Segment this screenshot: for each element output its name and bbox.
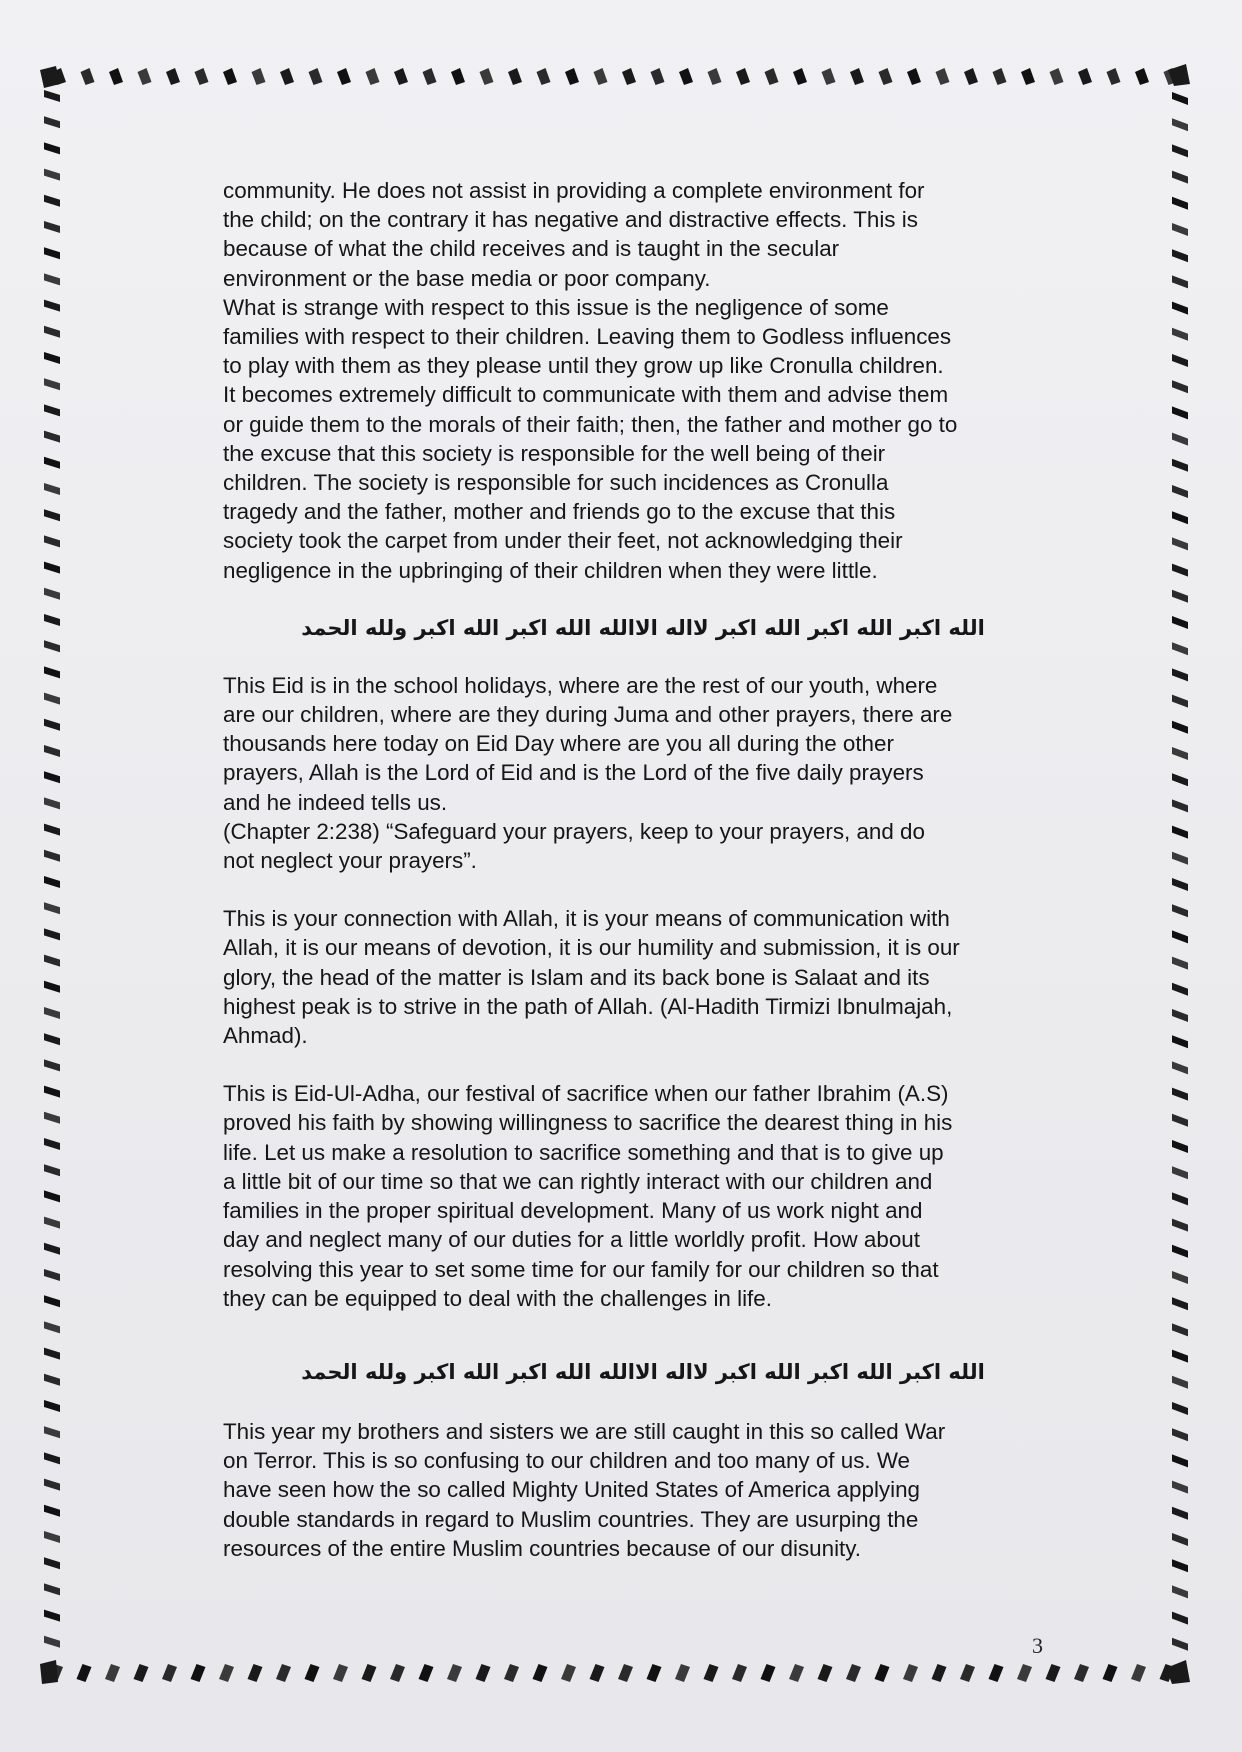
border-tick xyxy=(565,68,579,85)
border-tick xyxy=(1172,406,1188,419)
border-tick xyxy=(1131,1664,1146,1682)
border-tick xyxy=(276,1664,291,1682)
border-tick xyxy=(1172,1192,1188,1205)
border-tick xyxy=(1050,68,1064,85)
border-tick xyxy=(44,1531,60,1543)
takbir-line-2: الله اكبر الله اكبر الله اكبر لااله الاالله الله اكبر الله اكبر ولله الحمد xyxy=(301,1359,985,1384)
border-tick xyxy=(44,509,60,521)
border-tick xyxy=(1172,302,1188,315)
border-tick xyxy=(44,483,60,495)
border-tick xyxy=(1172,983,1188,996)
border-tick xyxy=(675,1664,690,1682)
border-tick xyxy=(1172,275,1188,288)
border-tick xyxy=(508,68,522,85)
border-tick xyxy=(850,68,864,85)
border-tick xyxy=(618,1664,633,1682)
border-tick xyxy=(44,169,60,181)
border-tick xyxy=(451,68,465,85)
border-tick xyxy=(1172,380,1188,393)
border-tick xyxy=(44,1217,60,1229)
border-tick xyxy=(44,535,60,547)
border-tick xyxy=(195,68,209,85)
border-tick xyxy=(903,1664,918,1682)
border-tick xyxy=(423,68,437,85)
border-tick xyxy=(44,1007,60,1019)
border-tick xyxy=(1107,68,1121,85)
border-tick xyxy=(789,1664,804,1682)
border-tick xyxy=(1172,537,1188,550)
border-tick xyxy=(1172,721,1188,734)
border-tick xyxy=(622,68,636,85)
border-tick xyxy=(1172,1376,1188,1389)
border-tick xyxy=(337,68,351,85)
border-tick xyxy=(1172,1507,1188,1520)
border-tick xyxy=(44,1505,60,1517)
border-tick xyxy=(44,1321,60,1333)
border-tick xyxy=(1103,1664,1118,1682)
border-tick xyxy=(1172,1323,1188,1336)
border-tick xyxy=(765,68,779,85)
border-tick xyxy=(1172,223,1188,236)
border-tick xyxy=(1172,118,1188,131)
border-tick xyxy=(44,981,60,993)
border-tick xyxy=(732,1664,747,1682)
border-tick xyxy=(44,640,60,652)
paragraph-eid-school-holidays: This Eid is in the school holidays, where are the rest of our youth, where are our children, where are they during Juma and other prayers, there are thousands here today on Eid Day where are you all during the other prayers, Allah is the Lord of Eid and is the Lord of the five daily prayers and he indeed tells us. (Chapter 2:238) “Safeguard your prayers, keep to your prayers, and do not neglect your prayers”. xyxy=(223,672,953,874)
border-tick xyxy=(1172,564,1188,577)
border-tick xyxy=(366,68,380,85)
border-tick xyxy=(1172,1035,1188,1048)
border-tick xyxy=(44,1610,60,1622)
border-tick xyxy=(1172,773,1188,786)
border-tick xyxy=(44,457,60,469)
border-tick xyxy=(846,1664,861,1682)
border-tick xyxy=(134,1664,149,1682)
border-tick xyxy=(1172,249,1188,262)
border-tick xyxy=(44,1426,60,1438)
border-tick xyxy=(44,797,60,809)
border-tick xyxy=(1172,1350,1188,1363)
border-tick xyxy=(1166,1660,1190,1684)
border-tick xyxy=(44,300,60,312)
paragraph-community: community. He does not assist in providing a complete environment for the child; on the contrary it has negative and distractive effects. This is because of what the child receives and is taught in the secular environment or the base media or poor company. What is strange with respect to this issue is the negligence of some families with respect to their children. Leaving them to Godless influences to play with them as they please until they grow up like Cronulla children. It becomes extremely difficult to communicate with them and advise them or guide them to the morals of their faith; then, the father and mother go to the excuse that this society is responsible for the well being of their children. The society is responsible for such incidences as Cronulla tragedy and the father, mother and friends go to the excuse that this society took the carpet from under their feet, not acknowledging their negligence in the upbringing of their children when they were little. xyxy=(223,178,958,583)
border-tick xyxy=(44,404,60,416)
border-tick xyxy=(1172,904,1188,917)
page-body xyxy=(223,176,1063,1563)
border-tick xyxy=(394,68,408,85)
border-tick xyxy=(44,955,60,967)
border-tick xyxy=(1017,1664,1032,1682)
border-tick xyxy=(1172,1009,1188,1022)
border-tick xyxy=(1172,433,1188,446)
border-tick xyxy=(44,1636,60,1648)
border-tick xyxy=(44,876,60,888)
border-tick xyxy=(44,666,60,678)
border-tick xyxy=(504,1664,519,1682)
border-tick xyxy=(1172,1140,1188,1153)
border-tick xyxy=(44,221,60,233)
border-tick xyxy=(679,68,693,85)
border-tick xyxy=(1172,747,1188,760)
border-tick xyxy=(44,928,60,940)
border-tick xyxy=(219,1664,234,1682)
border-tick xyxy=(44,1086,60,1098)
border-tick xyxy=(44,1164,60,1176)
border-tick xyxy=(1172,1454,1188,1467)
border-tick xyxy=(81,68,95,85)
border-tick xyxy=(1172,1585,1188,1598)
border-tick xyxy=(44,1033,60,1045)
border-tick xyxy=(793,68,807,85)
border-tick xyxy=(362,1664,377,1682)
border-tick xyxy=(44,326,60,338)
border-tick xyxy=(44,378,60,390)
takbir-line-1: الله اكبر الله اكبر الله اكبر لااله الاالله الله اكبر الله اكبر ولله الحمد xyxy=(301,615,985,640)
border-tick xyxy=(879,68,893,85)
border-tick xyxy=(1172,1219,1188,1232)
border-tick xyxy=(44,90,60,102)
border-tick xyxy=(989,1664,1004,1682)
border-tick xyxy=(1172,1114,1188,1127)
border-tick xyxy=(44,562,60,574)
border-tick xyxy=(419,1664,434,1682)
border-tick xyxy=(1172,485,1188,498)
border-tick xyxy=(590,1664,605,1682)
border-tick xyxy=(44,1452,60,1464)
border-tick xyxy=(1172,1297,1188,1310)
border-tick xyxy=(248,1664,263,1682)
border-tick xyxy=(44,1348,60,1360)
border-tick xyxy=(40,66,60,88)
border-tick xyxy=(761,1664,776,1682)
border-tick xyxy=(647,1664,662,1682)
paragraph-connection-with-allah: This is your connection with Allah, it is your means of communication with Allah, it is our means of devotion, it is our humility and submission, it is our glory, the head of the matter is Islam and its back bone is Salaat and its highest peak is to strive in the path of Allah. (Al-Hadith Tirmizi Ibnulmajah, Ahmad). xyxy=(223,906,960,1049)
border-tick xyxy=(822,68,836,85)
border-tick xyxy=(1172,642,1188,655)
border-tick xyxy=(476,1664,491,1682)
border-tick xyxy=(1172,459,1188,472)
border-tick xyxy=(704,1664,719,1682)
border-tick xyxy=(1172,1245,1188,1258)
border-tick xyxy=(708,68,722,85)
border-tick xyxy=(44,352,60,364)
border-tick xyxy=(191,1664,206,1682)
border-tick xyxy=(1172,799,1188,812)
border-tick xyxy=(993,68,1007,85)
border-tick xyxy=(1046,1664,1061,1682)
border-tick xyxy=(44,693,60,705)
border-tick xyxy=(305,1664,320,1682)
border-tick xyxy=(280,68,294,85)
border-tick xyxy=(964,68,978,85)
border-tick xyxy=(1074,1664,1089,1682)
border-tick xyxy=(44,588,60,600)
border-tick xyxy=(651,68,665,85)
border-tick xyxy=(44,745,60,757)
border-tick xyxy=(44,1243,60,1255)
border-tick xyxy=(1172,1088,1188,1101)
border-tick xyxy=(1172,695,1188,708)
border-tick xyxy=(44,719,60,731)
border-tick xyxy=(309,68,323,85)
border-tick xyxy=(932,1664,947,1682)
paragraph-eid-ul-adha: This is Eid-Ul-Adha, our festival of sacrifice when our father Ibrahim (A.S) proved his faith by showing willingness to sacrifice the dearest thing in his life. Let us make a resolution to sacrifice something and that is to give up a little bit of our time so that we can rightly interact with our children and families in the proper spiritual development. Many of us work night and day and neglect many of our duties for a little worldly profit. How about resolving this year to set some time for our family for our children so that they can be equipped to deal with the challenges in life. xyxy=(223,1081,953,1311)
paragraph-war-on-terror: This year my brothers and sisters we are still caught in this so called War on Terror. This is so confusing to our children and too many of us. We have seen how the so called Mighty United States of America applying double standards in regard to Muslim countries. They are usurping the resources of the entire Muslim countries because of our disunity. xyxy=(223,1418,946,1561)
border-tick xyxy=(223,68,237,85)
border-tick xyxy=(44,902,60,914)
border-tick xyxy=(105,1664,120,1682)
border-tick xyxy=(44,273,60,285)
border-tick xyxy=(162,1664,177,1682)
border-tick xyxy=(138,68,152,85)
border-tick xyxy=(1172,878,1188,891)
border-tick xyxy=(907,68,921,85)
border-tick xyxy=(1021,68,1035,85)
border-tick xyxy=(44,824,60,836)
border-tick xyxy=(1172,826,1188,839)
border-tick xyxy=(936,68,950,85)
border-tick xyxy=(44,1295,60,1307)
border-tick xyxy=(561,1664,576,1682)
border-tick xyxy=(1172,957,1188,970)
border-tick xyxy=(44,1269,60,1281)
border-tick xyxy=(1078,68,1092,85)
border-tick xyxy=(818,1664,833,1682)
border-tick xyxy=(1172,930,1188,943)
border-tick xyxy=(44,1374,60,1386)
border-tick xyxy=(44,1112,60,1124)
border-tick xyxy=(736,68,750,85)
border-tick xyxy=(44,116,60,128)
border-tick xyxy=(44,1400,60,1412)
border-tick xyxy=(44,1583,60,1595)
border-tick xyxy=(1172,328,1188,341)
border-tick xyxy=(44,771,60,783)
border-tick xyxy=(44,431,60,443)
border-tick xyxy=(1172,1402,1188,1415)
border-tick xyxy=(1172,511,1188,524)
border-tick xyxy=(1172,590,1188,603)
page-number: 3 xyxy=(1032,1633,1043,1658)
border-tick xyxy=(1172,1559,1188,1572)
border-tick xyxy=(1172,1638,1188,1651)
border-tick xyxy=(960,1664,975,1682)
border-tick xyxy=(1172,197,1188,210)
border-tick xyxy=(44,142,60,154)
border-tick xyxy=(77,1664,92,1682)
border-tick xyxy=(533,1664,548,1682)
border-tick xyxy=(875,1664,890,1682)
border-tick xyxy=(1172,1061,1188,1074)
border-tick xyxy=(44,1190,60,1202)
border-tick xyxy=(44,1479,60,1491)
border-tick xyxy=(594,68,608,85)
border-tick xyxy=(252,68,266,85)
border-tick xyxy=(1172,1533,1188,1546)
border-tick xyxy=(44,1059,60,1071)
border-tick xyxy=(537,68,551,85)
border-tick xyxy=(44,1557,60,1569)
border-tick xyxy=(1172,92,1188,105)
border-tick xyxy=(1172,1428,1188,1441)
border-tick xyxy=(1172,1166,1188,1179)
border-tick xyxy=(1172,1481,1188,1494)
border-tick xyxy=(44,195,60,207)
border-tick xyxy=(1172,1271,1188,1284)
border-tick xyxy=(1172,1612,1188,1625)
border-tick xyxy=(109,68,123,85)
border-tick xyxy=(1172,171,1188,184)
border-tick xyxy=(447,1664,462,1682)
border-tick xyxy=(44,1138,60,1150)
border-tick xyxy=(44,850,60,862)
border-tick xyxy=(1135,68,1149,85)
border-tick xyxy=(390,1664,405,1682)
border-tick xyxy=(166,68,180,85)
border-tick xyxy=(44,614,60,626)
border-tick xyxy=(333,1664,348,1682)
border-tick xyxy=(1172,354,1188,367)
border-tick xyxy=(1172,144,1188,157)
border-tick xyxy=(44,247,60,259)
border-tick xyxy=(1172,616,1188,629)
border-tick xyxy=(1172,852,1188,865)
border-tick xyxy=(1172,668,1188,681)
border-tick xyxy=(480,68,494,85)
border-tick xyxy=(40,1660,58,1684)
